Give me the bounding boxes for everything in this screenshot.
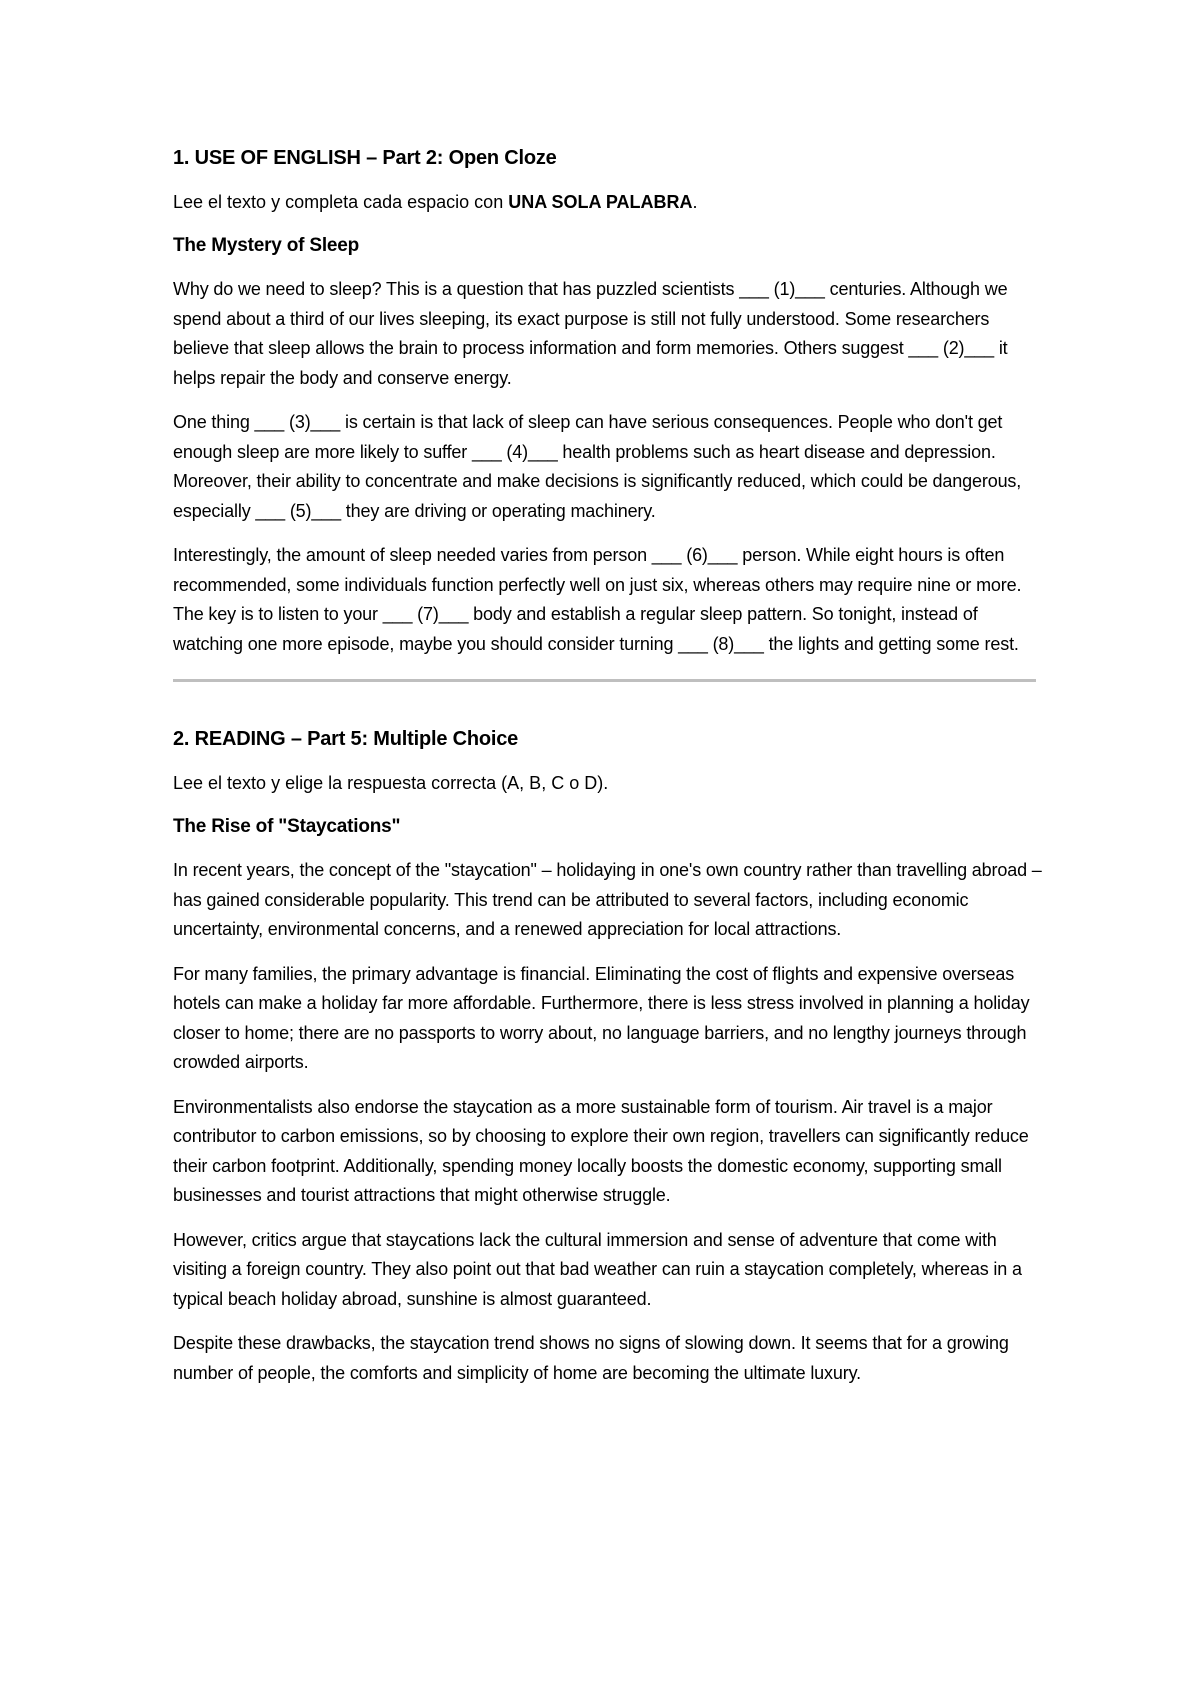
paragraph: Despite these drawbacks, the staycation trend shows no signs of slowing down. It seems that for a growing number of people, the comforts and simplicity of home are becoming the ultimate luxury. bbox=[173, 1333, 1009, 1383]
instructions-text: Lee el texto y completa cada espacio con bbox=[173, 192, 509, 212]
section-instructions: Lee el texto y elige la respuesta correcta (A, B, C o D). bbox=[173, 773, 609, 793]
paragraph: In recent years, the concept of the "staycation" – holidaying in one's own country rather than travelling abroad – has gained considerable popularity. This trend can be attributed to several factors, including economic uncertainty, environmental concerns, and a renewed appreciation for local attractions. bbox=[173, 860, 1042, 939]
section-reading bbox=[173, 726, 1043, 1388]
section-title: 2. READING – Part 5: Multiple Choice bbox=[173, 728, 519, 750]
document-content bbox=[173, 145, 1043, 1388]
paragraph: Why do we need to sleep? This is a question that has puzzled scientists ___ (1)___ centuries. Although we spend about a third of our lives sleeping, its exact purpose is still not fully understood. Some researchers believe that sleep allows the brain to process information and form memories. Others suggest ___ (2)___ it helps repair the body and conserve energy. bbox=[173, 279, 1008, 388]
paragraph: However, critics argue that staycations lack the cultural immersion and sense of adventure that come with visiting a foreign country. They also point out that bad weather can ruin a staycation completely, whereas in a typical beach holiday abroad, sunshine is almost guaranteed. bbox=[173, 1229, 1022, 1309]
section-divider bbox=[173, 679, 1036, 682]
text-title: The Rise of "Staycations" bbox=[173, 816, 401, 837]
text-title: The Mystery of Sleep bbox=[173, 235, 360, 256]
instructions-punctuation: . bbox=[692, 192, 698, 212]
instructions-emphasis: UNA SOLA PALABRA bbox=[508, 192, 693, 212]
paragraph: Interestingly, the amount of sleep needed varies from person ___ (6)___ person. While eight hours is often recommended, some individuals function perfectly well on just six, whereas others may require nine or more. The key is to listen to your ___ (7)___ body and establish a regular sleep pattern. So tonight, instead of watching one more episode, maybe you should consider turning ___ (8)___ the lights and getting some rest. bbox=[173, 545, 1022, 654]
paragraph: One thing ___ (3)___ is certain is that lack of sleep can have serious consequences. People who don't get enough sleep are more likely to suffer ___ (4)___ health problems such as heart disease and depression. Moreover, their ability to concentrate and make decisions is significantly reduced, which could be dangerous, especially ___ (5)___ they are driving or operating machinery. bbox=[173, 412, 1022, 521]
paragraph: For many families, the primary advantage is financial. Eliminating the cost of flights and expensive overseas hotels can make a holiday far more affordable. Furthermore, there is less stress involved in planning a holiday closer to home; there are no passports to worry about, no language barriers, and no lengthy journeys through crowded airports. bbox=[173, 963, 1030, 1072]
paragraph: Environmentalists also endorse the staycation as a more sustainable form of tourism. Air travel is a major contributor to carbon emissions, so by choosing to explore their own region, travellers can significantly reduce their carbon footprint. Additionally, spending money locally boosts the domestic economy, supporting small businesses and tourist attractions that might otherwise struggle. bbox=[173, 1096, 1029, 1205]
section-title: 1. USE OF ENGLISH – Part 2: Open Cloze bbox=[173, 147, 557, 169]
section-use-of-english bbox=[173, 145, 1043, 659]
section-instructions bbox=[173, 189, 1043, 215]
